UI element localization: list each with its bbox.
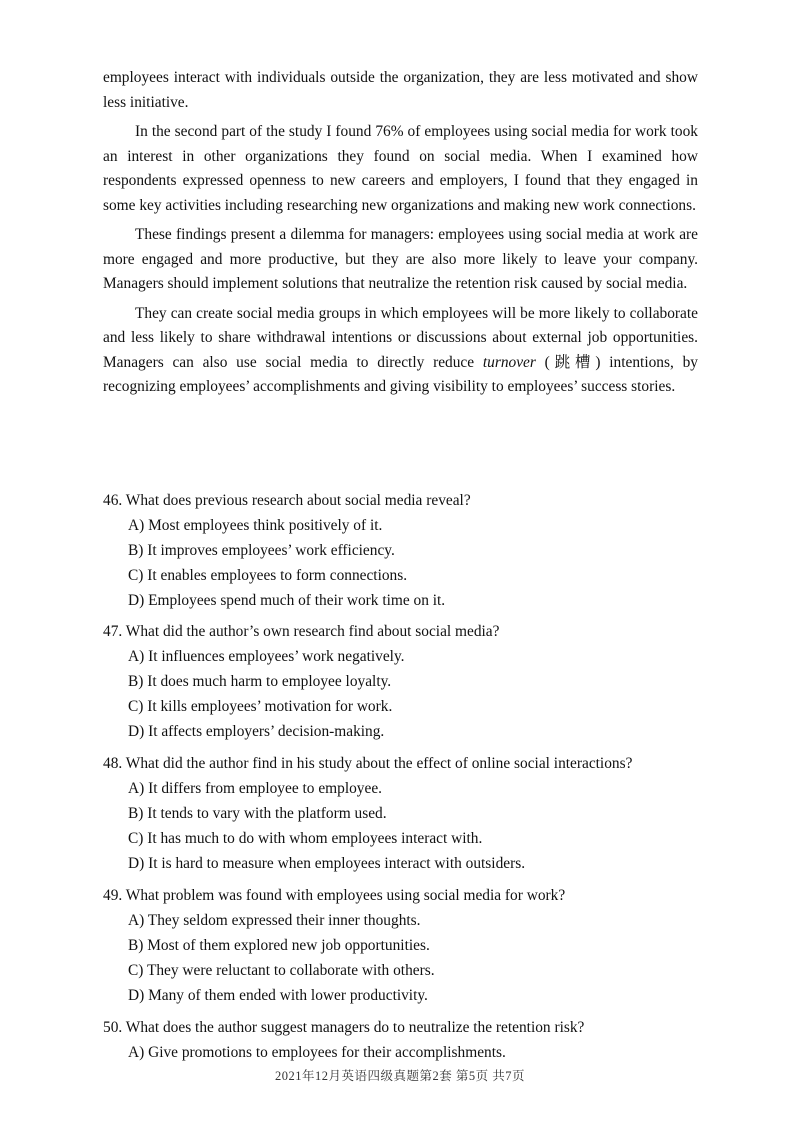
question-49-option-d: D) Many of them ended with lower productivity. — [128, 987, 428, 1004]
question-46-option-d: D) Employees spend much of their work time on it. — [128, 592, 446, 609]
question-50-stem: 50. What does the author suggest managers do to neutralize the retention risk? — [103, 1019, 585, 1036]
question-47-option-a: A) It influences employees’ work negatively. — [128, 648, 405, 665]
passage — [103, 66, 698, 400]
question-48-option-b: B) It tends to vary with the platform used. — [128, 805, 387, 822]
page-footer: 2021年12月英语四级真题第2套 第5页 共7页 — [274, 1069, 525, 1083]
chinese-gloss: (跳槽) — [535, 353, 610, 371]
question-49-option-a: A) They seldom expressed their inner thoughts. — [128, 912, 421, 929]
question-48-stem: 48. What did the author find in his study about the effect of online social interactions? — [103, 755, 633, 772]
question-48-option-c: C) It has much to do with whom employees interact with. — [128, 830, 483, 847]
term-turnover: turnover — [482, 353, 536, 371]
paragraph-4-text-after: intentions, by recognizing employees’ accomplishments and giving visibility to employees’ success stories. — [103, 353, 698, 395]
passage-paragraph-1: employees interact with individuals outside the organization, they are less motivated and show less initiative. — [103, 69, 698, 111]
question-49-option-c: C) They were reluctant to collaborate with others. — [128, 962, 435, 979]
question-49-option-b: B) Most of them explored new job opportunities. — [128, 937, 430, 954]
question-47-option-c: C) It kills employees’ motivation for work. — [128, 698, 393, 715]
question-47-option-b: B) It does much harm to employee loyalty. — [128, 673, 392, 690]
question-46-stem: 46. What does previous research about social media reveal? — [103, 492, 471, 509]
question-46-option-a: A) Most employees think positively of it. — [128, 517, 383, 534]
question-50-option-a: A) Give promotions to employees for their accomplishments. — [128, 1044, 506, 1061]
question-47-option-d: D) It affects employers’ decision-making. — [128, 723, 385, 740]
paragraph-4-text-before: They can create social media groups in which employees will be more likely to collaborate and less likely to share withdrawal intentions or discussions about external job opportunities. Managers can also use social media to directly reduce — [103, 304, 698, 371]
question-49-stem: 49. What problem was found with employees using social media for work? — [103, 887, 566, 904]
question-47-stem: 47. What did the author’s own research find about social media? — [103, 623, 500, 640]
passage-paragraph-2: In the second part of the study I found 76% of employees using social media for work took an interest in other organizations they found on social media. When I examined how respondents expressed openness to new careers and employers, I found that they engaged in some key activities including researching new organizations and making new work connections. — [103, 123, 698, 214]
question-46-option-c: C) It enables employees to form connections. — [128, 567, 408, 584]
passage-paragraph-3: These findings present a dilemma for managers: employees using social media at work are more engaged and more productive, but they are also more likely to leave your company. Managers should implement solutions that neutralize the retention risk caused by social media. — [103, 226, 698, 292]
question-48-option-d: D) It is hard to measure when employees interact with outsiders. — [128, 855, 526, 872]
question-46-option-b: B) It improves employees’ work efficiency. — [128, 542, 395, 559]
passage-paragraph-4 — [103, 302, 698, 400]
question-48-option-a: A) It differs from employee to employee. — [128, 780, 383, 797]
